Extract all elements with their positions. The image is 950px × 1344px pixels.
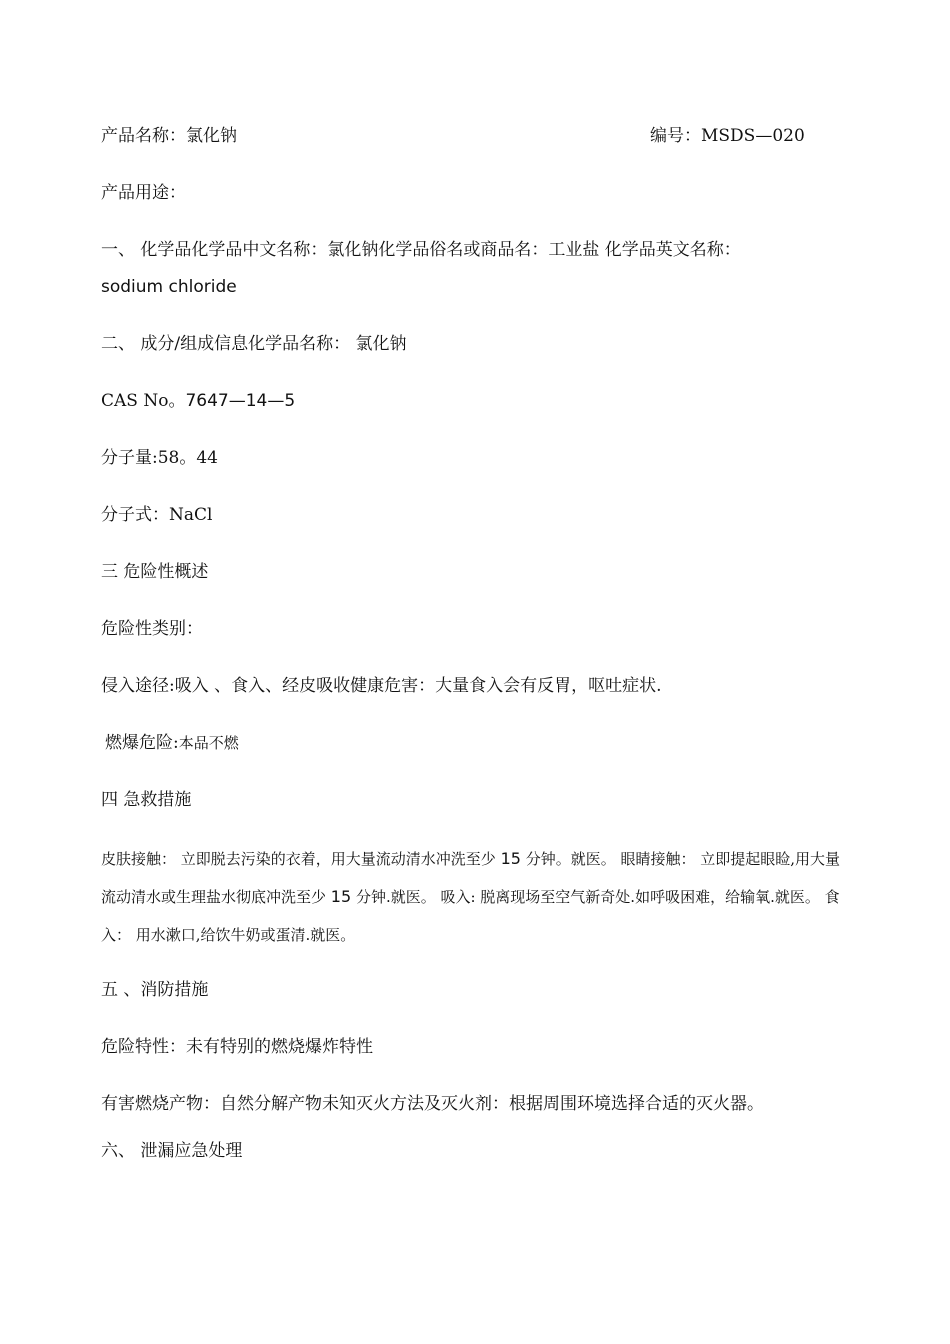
document-code: 编号：MSDS—020 xyxy=(650,126,805,146)
combustion-products: 有害燃烧产物：自然分解产物未知灭火方法及灭火剂：根据周围环境选择合适的灭火器。 xyxy=(101,1094,764,1114)
molecular-formula: 分子式：NaCl xyxy=(101,505,213,525)
first-aid-paragraph xyxy=(101,840,851,954)
first-aid-part2: 分钟。就医。 眼睛接触： 立即提起眼睑,用大量流动清水或生理盐水彻底冲洗至少 xyxy=(101,850,841,906)
section3-title: 三 危险性概述 xyxy=(101,562,209,582)
cas-number xyxy=(101,393,295,410)
fire-hazard-label: 燃爆危险: xyxy=(105,733,179,753)
section1-english-name: sodium chloride xyxy=(101,277,237,297)
first-aid-minutes-1: 15 xyxy=(500,849,521,868)
section2-heading: 二、 成分/组成信息化学品名称： 氯化钠 xyxy=(101,334,407,354)
cas-label: CAS No。 xyxy=(101,391,186,411)
hazard-category: 危险性类别： xyxy=(101,619,203,639)
exposure-route: 侵入途径:吸入 、食入、经皮吸收健康危害：大量食入会有反胃，呕吐症状. xyxy=(101,676,662,696)
product-name: 产品名称：氯化钠 xyxy=(101,126,237,146)
fire-hazard-value: 本品不燃 xyxy=(178,734,239,752)
section1-line1: 一、 化学品化学品中文名称：氯化钠化学品俗名或商品名：工业盐 化学品英文名称： xyxy=(101,240,741,260)
section5-title: 五 、消防措施 xyxy=(101,980,209,1000)
fire-characteristics: 危险特性：未有特别的燃烧爆炸特性 xyxy=(101,1037,373,1057)
section6-title: 六、 泄漏应急处理 xyxy=(101,1141,243,1161)
first-aid-part1: 皮肤接触： 立即脱去污染的衣着，用大量流动清水冲洗至少 xyxy=(101,850,496,868)
first-aid-part3: 分钟.就医。 吸入: 脱离现场至空气新奇处.如呼吸困难，给输氧.就医。 食入： 用水漱口,给饮牛奶或蛋清.就医。 xyxy=(101,888,840,944)
molecular-weight: 分子量:58。44 xyxy=(101,448,218,468)
section4-title: 四 急救措施 xyxy=(101,790,192,810)
product-use: 产品用途： xyxy=(101,183,186,203)
cas-value: 7647—14—5 xyxy=(185,391,296,411)
fire-hazard xyxy=(105,735,239,752)
first-aid-minutes-2: 15 xyxy=(330,887,352,906)
